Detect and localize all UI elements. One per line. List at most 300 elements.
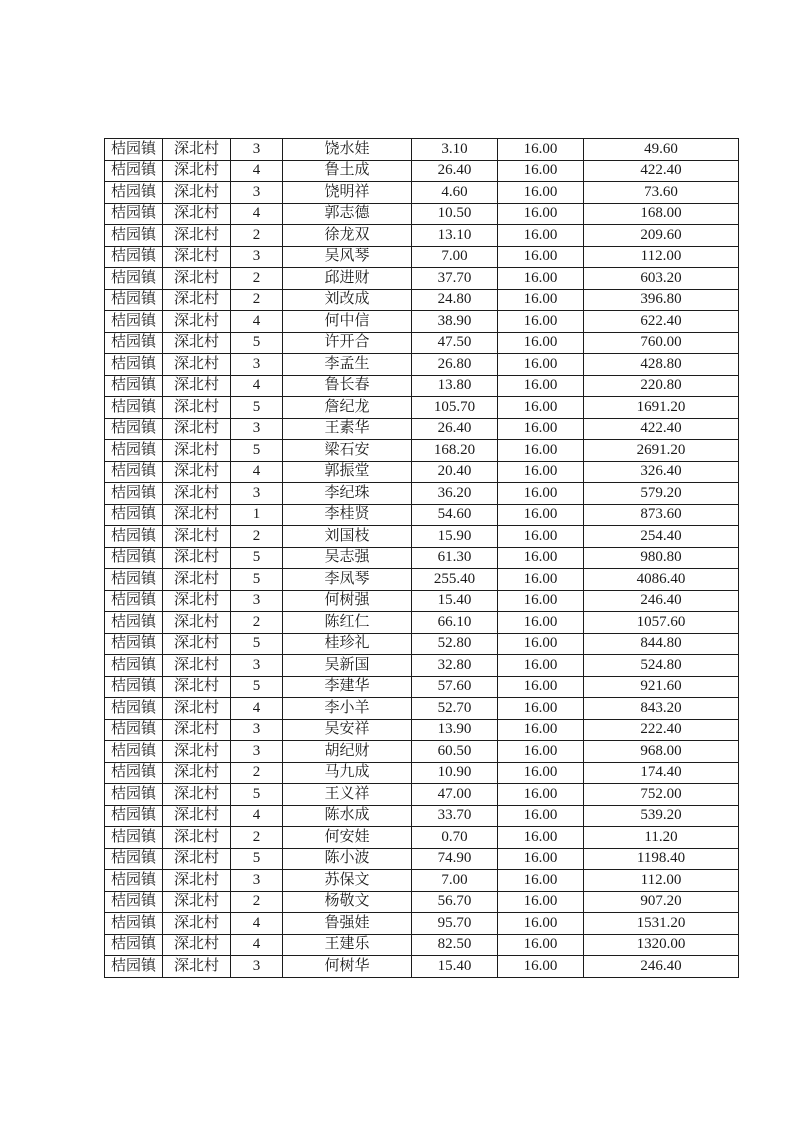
quantity-cell: 26.40: [412, 418, 498, 440]
village-cell: 深北村: [163, 332, 231, 354]
name-cell: 吴风琴: [283, 246, 412, 268]
town-cell: 桔园镇: [105, 827, 163, 849]
town-cell: 桔园镇: [105, 418, 163, 440]
table-row: [105, 311, 739, 333]
table-row: [105, 956, 739, 978]
unit-price-cell: 16.00: [498, 246, 584, 268]
quantity-cell: 38.90: [412, 311, 498, 333]
count-cell: 5: [231, 547, 283, 569]
name-cell: 王义祥: [283, 784, 412, 806]
unit-price-cell: 16.00: [498, 827, 584, 849]
total-cell: 760.00: [584, 332, 739, 354]
name-cell: 吴安祥: [283, 719, 412, 741]
count-cell: 3: [231, 354, 283, 376]
village-cell: 深北村: [163, 655, 231, 677]
count-cell: 5: [231, 784, 283, 806]
village-cell: 深北村: [163, 397, 231, 419]
unit-price-cell: 16.00: [498, 311, 584, 333]
total-cell: 844.80: [584, 633, 739, 655]
table-row: [105, 160, 739, 182]
village-cell: 深北村: [163, 956, 231, 978]
total-cell: 968.00: [584, 741, 739, 763]
count-cell: 3: [231, 418, 283, 440]
total-cell: 422.40: [584, 418, 739, 440]
name-cell: 饶明祥: [283, 182, 412, 204]
name-cell: 刘国枝: [283, 526, 412, 548]
table-row: [105, 461, 739, 483]
village-cell: 深北村: [163, 590, 231, 612]
table-row: [105, 698, 739, 720]
count-cell: 3: [231, 139, 283, 161]
quantity-cell: 57.60: [412, 676, 498, 698]
count-cell: 4: [231, 203, 283, 225]
total-cell: 246.40: [584, 956, 739, 978]
quantity-cell: 20.40: [412, 461, 498, 483]
unit-price-cell: 16.00: [498, 741, 584, 763]
village-cell: 深北村: [163, 805, 231, 827]
quantity-cell: 26.40: [412, 160, 498, 182]
quantity-cell: 255.40: [412, 569, 498, 591]
quantity-cell: 7.00: [412, 870, 498, 892]
quantity-cell: 54.60: [412, 504, 498, 526]
village-cell: 深北村: [163, 913, 231, 935]
town-cell: 桔园镇: [105, 526, 163, 548]
village-cell: 深北村: [163, 719, 231, 741]
total-cell: 73.60: [584, 182, 739, 204]
unit-price-cell: 16.00: [498, 160, 584, 182]
count-cell: 2: [231, 891, 283, 913]
unit-price-cell: 16.00: [498, 934, 584, 956]
name-cell: 王素华: [283, 418, 412, 440]
village-cell: 深北村: [163, 698, 231, 720]
total-cell: 112.00: [584, 870, 739, 892]
payment-table: [104, 138, 739, 978]
unit-price-cell: 16.00: [498, 698, 584, 720]
unit-price-cell: 16.00: [498, 870, 584, 892]
count-cell: 2: [231, 827, 283, 849]
unit-price-cell: 16.00: [498, 332, 584, 354]
name-cell: 马九成: [283, 762, 412, 784]
total-cell: 539.20: [584, 805, 739, 827]
town-cell: 桔园镇: [105, 676, 163, 698]
quantity-cell: 10.50: [412, 203, 498, 225]
town-cell: 桔园镇: [105, 139, 163, 161]
town-cell: 桔园镇: [105, 870, 163, 892]
name-cell: 饶水娃: [283, 139, 412, 161]
count-cell: 5: [231, 332, 283, 354]
name-cell: 徐龙双: [283, 225, 412, 247]
count-cell: 3: [231, 956, 283, 978]
name-cell: 许开合: [283, 332, 412, 354]
quantity-cell: 95.70: [412, 913, 498, 935]
village-cell: 深北村: [163, 246, 231, 268]
quantity-cell: 56.70: [412, 891, 498, 913]
unit-price-cell: 16.00: [498, 397, 584, 419]
total-cell: 907.20: [584, 891, 739, 913]
quantity-cell: 15.40: [412, 956, 498, 978]
table-row: [105, 590, 739, 612]
name-cell: 郭振堂: [283, 461, 412, 483]
village-cell: 深北村: [163, 375, 231, 397]
total-cell: 752.00: [584, 784, 739, 806]
quantity-cell: 0.70: [412, 827, 498, 849]
count-cell: 4: [231, 311, 283, 333]
name-cell: 刘改成: [283, 289, 412, 311]
table-row: [105, 655, 739, 677]
count-cell: 5: [231, 633, 283, 655]
town-cell: 桔园镇: [105, 504, 163, 526]
quantity-cell: 66.10: [412, 612, 498, 634]
count-cell: 2: [231, 762, 283, 784]
count-cell: 5: [231, 440, 283, 462]
table-row: [105, 827, 739, 849]
count-cell: 4: [231, 461, 283, 483]
town-cell: 桔园镇: [105, 461, 163, 483]
table-row: [105, 676, 739, 698]
town-cell: 桔园镇: [105, 633, 163, 655]
unit-price-cell: 16.00: [498, 182, 584, 204]
count-cell: 2: [231, 268, 283, 290]
name-cell: 何树华: [283, 956, 412, 978]
count-cell: 3: [231, 590, 283, 612]
total-cell: 524.80: [584, 655, 739, 677]
village-cell: 深北村: [163, 289, 231, 311]
name-cell: 何中信: [283, 311, 412, 333]
unit-price-cell: 16.00: [498, 762, 584, 784]
name-cell: 桂珍礼: [283, 633, 412, 655]
name-cell: 何安娃: [283, 827, 412, 849]
town-cell: 桔园镇: [105, 590, 163, 612]
total-cell: 326.40: [584, 461, 739, 483]
count-cell: 3: [231, 719, 283, 741]
town-cell: 桔园镇: [105, 612, 163, 634]
table-row: [105, 504, 739, 526]
total-cell: 1320.00: [584, 934, 739, 956]
total-cell: 220.80: [584, 375, 739, 397]
village-cell: 深北村: [163, 268, 231, 290]
total-cell: 1691.20: [584, 397, 739, 419]
total-cell: 1057.60: [584, 612, 739, 634]
quantity-cell: 47.50: [412, 332, 498, 354]
total-cell: 422.40: [584, 160, 739, 182]
count-cell: 2: [231, 612, 283, 634]
name-cell: 李孟生: [283, 354, 412, 376]
table-row: [105, 418, 739, 440]
name-cell: 陈水成: [283, 805, 412, 827]
unit-price-cell: 16.00: [498, 633, 584, 655]
count-cell: 2: [231, 526, 283, 548]
table-row: [105, 612, 739, 634]
table-row: [105, 547, 739, 569]
village-cell: 深北村: [163, 891, 231, 913]
total-cell: 254.40: [584, 526, 739, 548]
count-cell: 3: [231, 182, 283, 204]
quantity-cell: 37.70: [412, 268, 498, 290]
table-row: [105, 397, 739, 419]
town-cell: 桔园镇: [105, 160, 163, 182]
quantity-cell: 7.00: [412, 246, 498, 268]
count-cell: 3: [231, 741, 283, 763]
count-cell: 5: [231, 848, 283, 870]
town-cell: 桔园镇: [105, 547, 163, 569]
table-row: [105, 913, 739, 935]
count-cell: 4: [231, 805, 283, 827]
village-cell: 深北村: [163, 461, 231, 483]
quantity-cell: 32.80: [412, 655, 498, 677]
unit-price-cell: 16.00: [498, 805, 584, 827]
total-cell: 2691.20: [584, 440, 739, 462]
total-cell: 396.80: [584, 289, 739, 311]
unit-price-cell: 16.00: [498, 354, 584, 376]
total-cell: 246.40: [584, 590, 739, 612]
count-cell: 4: [231, 160, 283, 182]
unit-price-cell: 16.00: [498, 547, 584, 569]
count-cell: 5: [231, 397, 283, 419]
unit-price-cell: 16.00: [498, 784, 584, 806]
table-row: [105, 268, 739, 290]
total-cell: 174.40: [584, 762, 739, 784]
table-row: [105, 719, 739, 741]
unit-price-cell: 16.00: [498, 440, 584, 462]
town-cell: 桔园镇: [105, 848, 163, 870]
total-cell: 1531.20: [584, 913, 739, 935]
name-cell: 鲁土成: [283, 160, 412, 182]
town-cell: 桔园镇: [105, 354, 163, 376]
name-cell: 郭志德: [283, 203, 412, 225]
table-row: [105, 354, 739, 376]
quantity-cell: 61.30: [412, 547, 498, 569]
village-cell: 深北村: [163, 848, 231, 870]
total-cell: 1198.40: [584, 848, 739, 870]
count-cell: 3: [231, 246, 283, 268]
town-cell: 桔园镇: [105, 784, 163, 806]
total-cell: 873.60: [584, 504, 739, 526]
unit-price-cell: 16.00: [498, 569, 584, 591]
table-row: [105, 203, 739, 225]
quantity-cell: 52.70: [412, 698, 498, 720]
count-cell: 4: [231, 913, 283, 935]
unit-price-cell: 16.00: [498, 590, 584, 612]
quantity-cell: 13.90: [412, 719, 498, 741]
town-cell: 桔园镇: [105, 719, 163, 741]
total-cell: 921.60: [584, 676, 739, 698]
village-cell: 深北村: [163, 612, 231, 634]
quantity-cell: 13.80: [412, 375, 498, 397]
village-cell: 深北村: [163, 354, 231, 376]
table-row: [105, 569, 739, 591]
town-cell: 桔园镇: [105, 698, 163, 720]
name-cell: 吴志强: [283, 547, 412, 569]
town-cell: 桔园镇: [105, 762, 163, 784]
unit-price-cell: 16.00: [498, 848, 584, 870]
table-row: [105, 741, 739, 763]
count-cell: 5: [231, 569, 283, 591]
quantity-cell: 60.50: [412, 741, 498, 763]
town-cell: 桔园镇: [105, 397, 163, 419]
town-cell: 桔园镇: [105, 956, 163, 978]
total-cell: 603.20: [584, 268, 739, 290]
table-row: [105, 483, 739, 505]
name-cell: 李凤琴: [283, 569, 412, 591]
total-cell: 11.20: [584, 827, 739, 849]
town-cell: 桔园镇: [105, 655, 163, 677]
village-cell: 深北村: [163, 762, 231, 784]
village-cell: 深北村: [163, 827, 231, 849]
total-cell: 622.40: [584, 311, 739, 333]
name-cell: 吴新国: [283, 655, 412, 677]
town-cell: 桔园镇: [105, 483, 163, 505]
quantity-cell: 74.90: [412, 848, 498, 870]
count-cell: 2: [231, 289, 283, 311]
table-body: [105, 139, 739, 978]
table-row: [105, 139, 739, 161]
count-cell: 4: [231, 375, 283, 397]
village-cell: 深北村: [163, 483, 231, 505]
name-cell: 邱进财: [283, 268, 412, 290]
unit-price-cell: 16.00: [498, 375, 584, 397]
unit-price-cell: 16.00: [498, 504, 584, 526]
town-cell: 桔园镇: [105, 569, 163, 591]
town-cell: 桔园镇: [105, 913, 163, 935]
count-cell: 1: [231, 504, 283, 526]
table-row: [105, 848, 739, 870]
town-cell: 桔园镇: [105, 440, 163, 462]
town-cell: 桔园镇: [105, 805, 163, 827]
village-cell: 深北村: [163, 225, 231, 247]
table-row: [105, 246, 739, 268]
quantity-cell: 82.50: [412, 934, 498, 956]
name-cell: 李桂贤: [283, 504, 412, 526]
total-cell: 209.60: [584, 225, 739, 247]
table-row: [105, 934, 739, 956]
town-cell: 桔园镇: [105, 934, 163, 956]
village-cell: 深北村: [163, 741, 231, 763]
total-cell: 49.60: [584, 139, 739, 161]
village-cell: 深北村: [163, 182, 231, 204]
village-cell: 深北村: [163, 440, 231, 462]
name-cell: 鲁强娃: [283, 913, 412, 935]
total-cell: 579.20: [584, 483, 739, 505]
name-cell: 李纪珠: [283, 483, 412, 505]
village-cell: 深北村: [163, 160, 231, 182]
village-cell: 深北村: [163, 311, 231, 333]
unit-price-cell: 16.00: [498, 289, 584, 311]
village-cell: 深北村: [163, 418, 231, 440]
unit-price-cell: 16.00: [498, 676, 584, 698]
village-cell: 深北村: [163, 504, 231, 526]
town-cell: 桔园镇: [105, 332, 163, 354]
count-cell: 4: [231, 934, 283, 956]
table-row: [105, 891, 739, 913]
name-cell: 何树强: [283, 590, 412, 612]
table-row: [105, 870, 739, 892]
quantity-cell: 26.80: [412, 354, 498, 376]
count-cell: 3: [231, 483, 283, 505]
total-cell: 168.00: [584, 203, 739, 225]
quantity-cell: 24.80: [412, 289, 498, 311]
table-row: [105, 784, 739, 806]
name-cell: 陈红仁: [283, 612, 412, 634]
village-cell: 深北村: [163, 203, 231, 225]
table-row: [105, 633, 739, 655]
unit-price-cell: 16.00: [498, 483, 584, 505]
village-cell: 深北村: [163, 870, 231, 892]
quantity-cell: 52.80: [412, 633, 498, 655]
unit-price-cell: 16.00: [498, 268, 584, 290]
town-cell: 桔园镇: [105, 203, 163, 225]
unit-price-cell: 16.00: [498, 418, 584, 440]
name-cell: 胡纪财: [283, 741, 412, 763]
count-cell: 2: [231, 225, 283, 247]
total-cell: 428.80: [584, 354, 739, 376]
total-cell: 222.40: [584, 719, 739, 741]
table-row: [105, 762, 739, 784]
village-cell: 深北村: [163, 569, 231, 591]
town-cell: 桔园镇: [105, 225, 163, 247]
name-cell: 陈小波: [283, 848, 412, 870]
quantity-cell: 105.70: [412, 397, 498, 419]
town-cell: 桔园镇: [105, 311, 163, 333]
count-cell: 3: [231, 870, 283, 892]
town-cell: 桔园镇: [105, 182, 163, 204]
town-cell: 桔园镇: [105, 246, 163, 268]
name-cell: 杨敬文: [283, 891, 412, 913]
unit-price-cell: 16.00: [498, 203, 584, 225]
name-cell: 詹纪龙: [283, 397, 412, 419]
village-cell: 深北村: [163, 547, 231, 569]
quantity-cell: 33.70: [412, 805, 498, 827]
quantity-cell: 47.00: [412, 784, 498, 806]
quantity-cell: 10.90: [412, 762, 498, 784]
quantity-cell: 15.40: [412, 590, 498, 612]
unit-price-cell: 16.00: [498, 891, 584, 913]
quantity-cell: 15.90: [412, 526, 498, 548]
name-cell: 梁石安: [283, 440, 412, 462]
name-cell: 鲁长春: [283, 375, 412, 397]
unit-price-cell: 16.00: [498, 461, 584, 483]
table-row: [105, 225, 739, 247]
unit-price-cell: 16.00: [498, 956, 584, 978]
village-cell: 深北村: [163, 633, 231, 655]
table-row: [105, 375, 739, 397]
unit-price-cell: 16.00: [498, 719, 584, 741]
town-cell: 桔园镇: [105, 268, 163, 290]
table-row: [105, 440, 739, 462]
quantity-cell: 4.60: [412, 182, 498, 204]
unit-price-cell: 16.00: [498, 612, 584, 634]
village-cell: 深北村: [163, 784, 231, 806]
unit-price-cell: 16.00: [498, 655, 584, 677]
town-cell: 桔园镇: [105, 891, 163, 913]
village-cell: 深北村: [163, 526, 231, 548]
quantity-cell: 13.10: [412, 225, 498, 247]
quantity-cell: 3.10: [412, 139, 498, 161]
table-row: [105, 526, 739, 548]
count-cell: 4: [231, 698, 283, 720]
town-cell: 桔园镇: [105, 741, 163, 763]
quantity-cell: 36.20: [412, 483, 498, 505]
village-cell: 深北村: [163, 934, 231, 956]
total-cell: 4086.40: [584, 569, 739, 591]
table-row: [105, 289, 739, 311]
village-cell: 深北村: [163, 676, 231, 698]
total-cell: 980.80: [584, 547, 739, 569]
count-cell: 5: [231, 676, 283, 698]
quantity-cell: 168.20: [412, 440, 498, 462]
table-row: [105, 805, 739, 827]
name-cell: 王建乐: [283, 934, 412, 956]
unit-price-cell: 16.00: [498, 913, 584, 935]
